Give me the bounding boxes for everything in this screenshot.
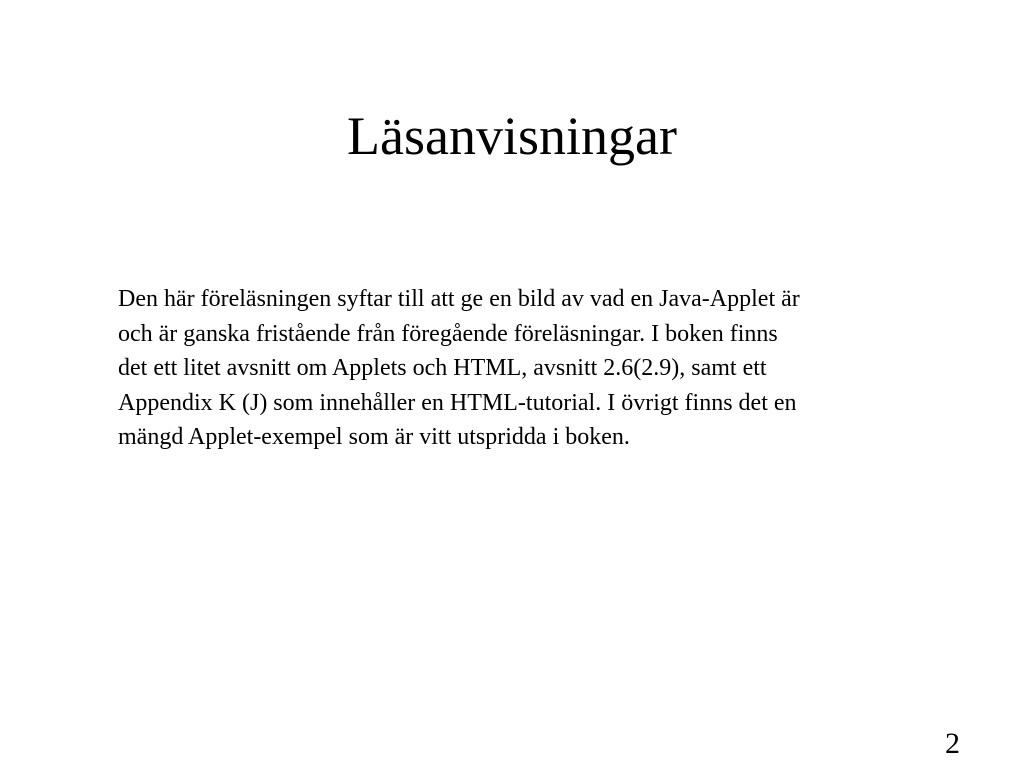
body-line: det ett litet avsnitt om Applets och HTML, avsnitt 2.6(2.9), samt ett — [118, 355, 767, 381]
slide-title: Läsanvisningar — [347, 106, 677, 166]
body-line: Den här föreläsningen syftar till att ge en bild av vad en Java-Applet är — [118, 286, 800, 312]
page-number: 2 — [945, 727, 960, 760]
body-line: Appendix K (J) som innehåller en HTML-tutorial. I övrigt finns det en — [118, 389, 797, 416]
body-line: mängd Applet-exempel som är vitt utspridda i boken. — [118, 424, 630, 450]
slide-body-text — [118, 282, 938, 455]
body-line: och är ganska fristående från föregående föreläsningar. I boken finns — [118, 320, 778, 347]
